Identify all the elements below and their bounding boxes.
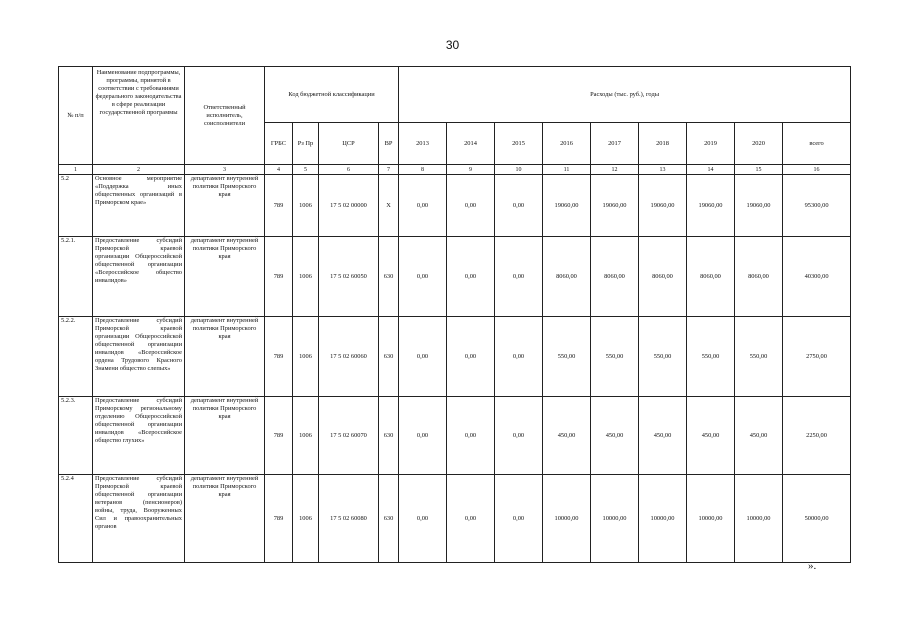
row-value: 10000,00	[687, 475, 735, 563]
row-value: 10000,00	[543, 475, 591, 563]
row-value: 0,00	[447, 237, 495, 317]
row-value: 550,00	[591, 317, 639, 397]
header-name: Наименование подпрограммы, программы, принятой в соответствии с требованиями федерального законодательства в сфере реализации государственной программы	[93, 67, 185, 165]
row-vr: 630	[379, 475, 399, 563]
row-value: 450,00	[639, 397, 687, 475]
table-row	[59, 475, 851, 563]
column-index-cell: 13	[639, 165, 687, 175]
row-name: Предоставление субсидий Приморской краевой общественной организации ветеранов (пенсионеров) войны, труда, Вооруженных Сил и правоохранительных органов	[93, 475, 185, 563]
column-index-cell: 7	[379, 165, 399, 175]
row-grbs: 789	[265, 475, 293, 563]
header-year-col: 2016	[543, 123, 591, 165]
table-row	[59, 317, 851, 397]
header-year-col: 2015	[495, 123, 543, 165]
row-value: 450,00	[543, 397, 591, 475]
column-index-cell: 12	[591, 165, 639, 175]
header-year-col: 2014	[447, 123, 495, 165]
header-expenses-group: Расходы (тыс. руб.), годы	[399, 67, 851, 123]
row-number: 5.2	[59, 175, 93, 237]
row-value: 0,00	[495, 317, 543, 397]
budget-table	[58, 66, 851, 563]
row-value: 10000,00	[735, 475, 783, 563]
column-index-cell: 1	[59, 165, 93, 175]
row-value: 0,00	[447, 175, 495, 237]
row-vr: 630	[379, 237, 399, 317]
row-value: 19060,00	[735, 175, 783, 237]
row-value: 0,00	[399, 317, 447, 397]
row-number: 5.2.4	[59, 475, 93, 563]
row-value: 0,00	[447, 317, 495, 397]
row-csr: 17 5 02 60070	[319, 397, 379, 475]
row-value: 0,00	[495, 475, 543, 563]
row-value: 8060,00	[687, 237, 735, 317]
column-index-cell: 6	[319, 165, 379, 175]
row-value: 95300,00	[783, 175, 851, 237]
row-responsible: департамент внутренней политики Приморского края	[185, 175, 265, 237]
column-index-cell: 15	[735, 165, 783, 175]
header-year-col: 2019	[687, 123, 735, 165]
row-value: 40300,00	[783, 237, 851, 317]
header-code-col: ВР	[379, 123, 399, 165]
column-index-cell: 10	[495, 165, 543, 175]
column-index-cell: 9	[447, 165, 495, 175]
row-responsible: департамент внутренней политики Приморского края	[185, 475, 265, 563]
row-value: 50000,00	[783, 475, 851, 563]
column-index-cell: 5	[293, 165, 319, 175]
row-value: 0,00	[399, 175, 447, 237]
header-year-col: 2020	[735, 123, 783, 165]
table-body	[59, 175, 851, 563]
column-index-cell: 11	[543, 165, 591, 175]
row-rzpr: 1006	[293, 175, 319, 237]
row-value: 19060,00	[639, 175, 687, 237]
column-index-cell: 4	[265, 165, 293, 175]
row-value: 8060,00	[591, 237, 639, 317]
row-vr: 630	[379, 397, 399, 475]
row-number: 5.2.1.	[59, 237, 93, 317]
table-row	[59, 237, 851, 317]
row-value: 550,00	[543, 317, 591, 397]
page-number: 30	[445, 38, 460, 52]
row-grbs: 789	[265, 175, 293, 237]
row-rzpr: 1006	[293, 397, 319, 475]
row-name: Предоставление субсидий Приморской краевой организации Общероссийской общественной организации инвалидов «Всероссийское ордена Трудового Красного Знамени общество слепых»	[93, 317, 185, 397]
header-year-col: 2017	[591, 123, 639, 165]
row-grbs: 789	[265, 397, 293, 475]
column-index-cell: 16	[783, 165, 851, 175]
column-index-cell: 2	[93, 165, 185, 175]
header-code-group: Код бюджетной классификации	[265, 67, 399, 123]
row-number: 5.2.3.	[59, 397, 93, 475]
row-value: 10000,00	[639, 475, 687, 563]
row-rzpr: 1006	[293, 317, 319, 397]
row-rzpr: 1006	[293, 237, 319, 317]
column-index-cell: 8	[399, 165, 447, 175]
header-code-col: Рз Пр	[293, 123, 319, 165]
header-code-col: ЦСР	[319, 123, 379, 165]
row-value: 0,00	[399, 397, 447, 475]
row-value: 8060,00	[735, 237, 783, 317]
header-total-col: всего	[783, 123, 851, 165]
row-value: 450,00	[687, 397, 735, 475]
row-responsible: департамент внутренней политики Приморского края	[185, 237, 265, 317]
row-value: 0,00	[399, 237, 447, 317]
row-value: 8060,00	[639, 237, 687, 317]
column-index-cell: 14	[687, 165, 735, 175]
row-value: 550,00	[735, 317, 783, 397]
row-responsible: департамент внутренней политики Приморского края	[185, 397, 265, 475]
table-row	[59, 397, 851, 475]
row-value: 10000,00	[591, 475, 639, 563]
end-quote-mark: ».	[808, 560, 817, 572]
row-value: 0,00	[447, 397, 495, 475]
header-num: № п/п	[59, 67, 93, 165]
row-rzpr: 1006	[293, 475, 319, 563]
row-name: Предоставление субсидий Приморскому региональному отделению Общероссийской общественной организации инвалидов «Всероссийское общество глухих»	[93, 397, 185, 475]
row-csr: 17 5 02 60050	[319, 237, 379, 317]
row-value: 8060,00	[543, 237, 591, 317]
row-csr: 17 5 02 60060	[319, 317, 379, 397]
row-grbs: 789	[265, 317, 293, 397]
row-value: 0,00	[399, 475, 447, 563]
row-vr: X	[379, 175, 399, 237]
row-responsible: департамент внутренней политики Приморского края	[185, 317, 265, 397]
row-value: 19060,00	[543, 175, 591, 237]
row-value: 450,00	[591, 397, 639, 475]
row-value: 550,00	[687, 317, 735, 397]
row-grbs: 789	[265, 237, 293, 317]
row-value: 2250,00	[783, 397, 851, 475]
row-value: 550,00	[639, 317, 687, 397]
header-code-col: ГРБС	[265, 123, 293, 165]
row-value: 19060,00	[687, 175, 735, 237]
row-value: 19060,00	[591, 175, 639, 237]
header-responsible: Ответственный исполнитель, соисполнители	[185, 67, 265, 165]
row-value: 450,00	[735, 397, 783, 475]
row-name: Предоставление субсидий Приморской краевой организации Общероссийской общественной организации «Всероссийское общество инвалидов»	[93, 237, 185, 317]
header-year-col: 2013	[399, 123, 447, 165]
row-value: 0,00	[495, 175, 543, 237]
row-csr: 17 5 02 00000	[319, 175, 379, 237]
row-csr: 17 5 02 60080	[319, 475, 379, 563]
row-name: Основное мероприятие «Поддержка иных общественных организаций в Приморском крае»	[93, 175, 185, 237]
row-vr: 630	[379, 317, 399, 397]
column-index-row	[59, 165, 851, 175]
row-value: 0,00	[495, 237, 543, 317]
table-row	[59, 175, 851, 237]
row-value: 0,00	[447, 475, 495, 563]
header-year-col: 2018	[639, 123, 687, 165]
row-value: 0,00	[495, 397, 543, 475]
column-index-cell: 3	[185, 165, 265, 175]
row-value: 2750,00	[783, 317, 851, 397]
row-number: 5.2.2.	[59, 317, 93, 397]
